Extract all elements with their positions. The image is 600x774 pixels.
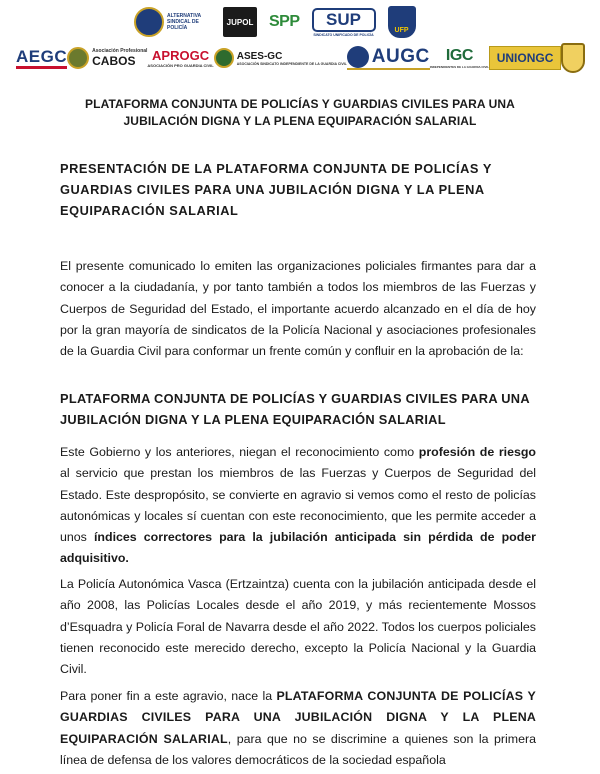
aprogc-logo-text: APROGC: [152, 48, 210, 63]
paragraph-risk-text-a: Este Gobierno y los anteriores, niegan el reconocimiento como: [60, 445, 419, 459]
asesgc-logo: [214, 48, 347, 68]
sup-logo-text: SUP: [312, 8, 376, 32]
paragraph-risk-emphasis-1: profesión de riesgo: [418, 445, 537, 459]
jupol-logo: JUPOL: [223, 7, 257, 37]
uniongc-logo: UNIONGC: [489, 46, 561, 70]
shield-emblem-icon: [561, 43, 585, 73]
logo-row-bottom: [16, 42, 578, 74]
paragraph-risk-profession: [60, 442, 536, 570]
aprogc-logo-subtitle: ASOCIACIÓN PRO GUARDIA CIVIL: [147, 63, 214, 68]
paragraph-risk-emphasis-2: índices correctores para la jubilación anticipada sin pérdida de poder adquisitivo.: [60, 530, 537, 566]
asesgc-logo-text: ASES-GC: [236, 50, 283, 62]
augc-logo: [347, 46, 430, 70]
asesgc-logo-subtitle: ASOCIACIÓN SINDICATO INDEPENDIENTE DE LA GUARDIA CIVIL: [236, 61, 347, 66]
paragraph-intro: El presente comunicado lo emiten las organizaciones policiales firmantes para dar a conocer a la ciudadanía, y por tanto también a todos los miembros de las Fuerzas y Cuerpos de Seguridad del Estado, el importante acuerdo alcanzado en el día de hoy por la gran mayoría de sindicatos de la Policía Nacional y asociaciones profesionales de la Guardia Civil para conformar un frente común y confluir en la aprobación de la:: [60, 259, 536, 359]
asesgc-emblem-icon: [214, 48, 234, 68]
paragraph-risk-text-c: al servicio que prestan los miembros de las Fuerzas y Cuerpos de Seguridad del Estado. Este despropósito, se convierte en agravio si vemos como el resto de policías autonómicas y locales sí cuentan con este reconocimiento, que les permite acceder a unos: [60, 466, 536, 545]
igc-logo: [430, 47, 489, 69]
paragraph-platform-birth: [60, 686, 536, 771]
paragraph-birth-text-a: Para poner fin a este agravio, nace la: [60, 689, 277, 703]
aepsp-logo-text: ALTERNATIVA SINDICAL DE POLICÍA: [167, 13, 201, 31]
cabos-logo: [67, 47, 147, 69]
aepsp-logo: [134, 7, 211, 37]
augc-emblem-icon: [347, 46, 369, 68]
aepsp-seal-icon: [134, 7, 164, 37]
main-title: PLATAFORMA CONJUNTA DE POLICÍAS Y GUARDIAS CIVILES PARA UNA JUBILACIÓN DIGNA Y LA PLENA EQUIPARACIÓN SALARIAL: [85, 97, 515, 128]
paragraph-birth-emphasis: PLATAFORMA CONJUNTA DE POLICÍAS Y GUARDIAS CIVILES PARA UNA JUBILACIÓN DIGNA Y LA PLENA EQUIPARACIÓN SALARIAL: [60, 689, 536, 746]
section-title-platform: PLATAFORMA CONJUNTA DE POLICÍAS Y GUARDIAS CIVILES PARA UNA JUBILACIÓN DIGNA Y LA PLENA EQUIPARACIÓN SALARIAL: [60, 391, 530, 427]
aegc-logo: AEGC: [16, 48, 67, 69]
paragraph-autonomous-police: La Policía Autonómica Vasca (Ertzaintza) cuenta con la jubilación anticipada desde el año 2008, las Policías Locales desde el año 2019, y más recientemente Mossos d’Esquadra y Policía Foral de Navarra desde el año 2022. Todos los cuerpos policiales tienen reconocido este merecido derecho, excepto la Policía Nacional y la Guardia Civil.: [60, 577, 536, 677]
cabos-logo-text: CABOS: [92, 54, 136, 68]
ufp-logo: UFP: [388, 6, 416, 38]
sup-logo: [312, 8, 376, 37]
cabos-emblem-icon: [67, 47, 89, 69]
aprogc-logo: [147, 48, 213, 68]
igc-logo-subtitle: INDEPENDIENTES DE LA GUARDIA CIVIL: [429, 65, 490, 69]
sup-logo-subtitle: SINDICATO UNIFICADO DE POLICÍA: [313, 32, 374, 37]
logo-row-top: [134, 4, 474, 40]
section-title-presentation: PRESENTACIÓN DE LA PLATAFORMA CONJUNTA DE POLICÍAS Y GUARDIAS CIVILES PARA UNA JUBILACIÓN DIGNA Y LA PLENA EQUIPARACIÓN SALARIAL: [60, 161, 492, 218]
igc-logo-text: IGC: [445, 47, 473, 64]
cabos-logo-top: Asociación Profesional: [92, 48, 148, 54]
paragraph-birth-text-c: , para que no se discrimine a quienes son la primera línea de defensa de los valores democráticos de la sociedad española: [60, 731, 536, 767]
augc-logo-text: AUGC: [371, 46, 430, 67]
spp-logo: SPP: [269, 13, 300, 30]
